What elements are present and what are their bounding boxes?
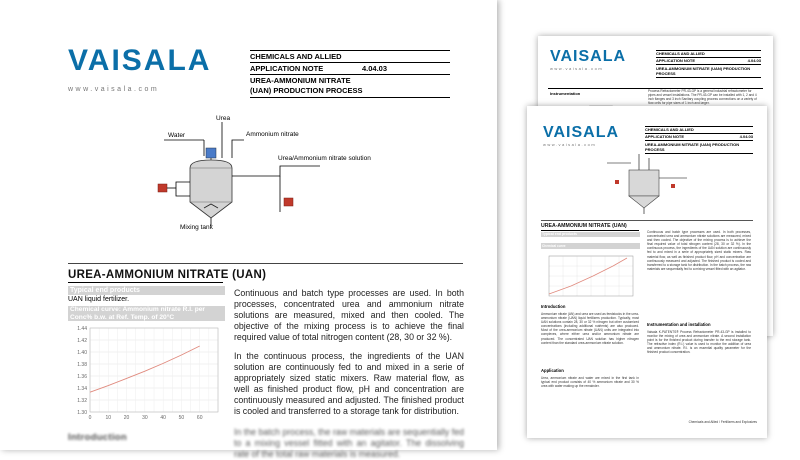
urea-label: Urea <box>216 115 231 122</box>
divider <box>68 263 463 264</box>
application-note-number: 4.04.03 <box>747 58 761 63</box>
vaisala-logo: VAISALA <box>550 48 627 65</box>
category-label: CHEMICALS AND ALLIED <box>656 51 705 56</box>
application-note-number: 4.04.03 <box>362 64 388 73</box>
introduction-heading: Introduction <box>68 432 128 443</box>
mixing-tank-label: Mixing tank <box>180 224 213 231</box>
water-label: Water <box>168 132 186 139</box>
divider <box>541 230 639 231</box>
typical-end-products-box: Typical end products <box>68 286 225 295</box>
x-tick-label: 20 <box>123 415 130 421</box>
instrumentation-label: Instrumentation <box>550 91 581 96</box>
introduction-text: Ammonium nitrate (AN) and urea are used as feedstocks in the urea-ammonium nitrate (UAN) liquid fertilizers production. Typically, most UAN solutions contain 28, 30 or 32 % nitrogen but other customized concentrations (including additional nutrients) are also produced. Most of the urea-ammonium nitrate (UAN) units are integrated into complexes, where either urea and/or ammonium nitrate are produced. The concentrated UAN solution has higher nitrogen content than the standard urea-ammonium nitrate solution. <box>541 312 639 345</box>
category-label: CHEMICALS AND ALLIED <box>645 127 694 132</box>
second-document-page <box>527 106 767 438</box>
application-text: Urea, ammonium nitrate and water are mixed in the first tank in typical end product consists of 40 % ammonium nitrate and 30 % urea with water making up the remainder. <box>541 376 639 389</box>
vaisala-logo: VAISALA <box>543 124 620 141</box>
application-heading: Application <box>541 368 564 373</box>
y-tick-label: 1.40 <box>77 350 87 356</box>
website-url: www.vaisala.com <box>68 86 160 93</box>
typical-end-products-value: UAN liquid fertilizer. <box>68 296 130 303</box>
solution-label: Urea/Ammonium nitrate solution <box>278 155 371 162</box>
category-label: CHEMICALS AND ALLIED <box>250 52 342 61</box>
refractometer-icon <box>284 198 293 206</box>
subject-label: UREA-AMMONIUM NITRATE (UAN) PRODUCTION PROCESS <box>250 76 363 95</box>
document-title: UREA-AMMONIUM NITRATE (UAN) <box>541 223 627 229</box>
chemical-curve-chart <box>68 322 224 422</box>
page-footer: Chemicals and Allied / Fertilizers and Explosives <box>688 420 757 424</box>
divider <box>68 282 223 283</box>
document-header-table <box>250 50 450 98</box>
x-tick-label: 50 <box>178 415 185 421</box>
ammonium-label: Ammonium nitrate <box>246 131 299 138</box>
y-tick-label: 1.42 <box>77 338 87 344</box>
vaisala-logo: VAISALA <box>68 44 212 77</box>
introduction-heading: Introduction <box>541 304 566 309</box>
y-tick-label: 1.44 <box>77 326 87 332</box>
application-note-label: APPLICATION NOTE <box>250 64 324 73</box>
instrumentation-text: Process Refractometer PR-43-GP is a general industrial refractometer for pipes and vessel installations. The PR-43-GP can be installed with 1, 2 and 4 inch flanges and 3 inch Sanitary coupling process connections on a variety of flow cells for pipe sizes of 1 inch and larger. <box>648 89 757 105</box>
mixing-tank-diagram <box>150 112 371 242</box>
process-paragraph-3: In the batch process, the raw materials are sequentially fed to a mixing vessel fitted with an agitator. The dissolving rate of the total raw materials is measured. <box>234 427 464 459</box>
typical-end-products-box: Typical end products <box>541 232 640 237</box>
x-tick-label: 60 <box>196 415 203 421</box>
instrumentation-text: Vaisala K-PATENTS® Process Refractometer PR-43-GP is installed to monitor the mixing of urea and ammonium nitrate. A second installation point is for the finished product during transfer to the end storage tank. The refractive index (R.I.) value is used to monitor the addition of urea and ammonium nitrate. R.I. is an essential quality parameter for the finished product concentration. <box>647 330 751 355</box>
chemical-curve-chart-small <box>541 252 639 300</box>
y-tick-label: 1.34 <box>77 386 87 392</box>
process-description-text: Continuous and batch type processes are used. In both processes, concentrated urea and ammonium nitrate solutions are measured, mixed and then cooled. The objective of the mixing process is to achieve the final required value of total nitrogen content (28, 30 or 32 %). In the continuous process, the ingredients of the UAN solution are continuously fed to and mixed in a serie of appropriately sized static mixers. Raw material flow, as well as finished product flow, pH and concentration are continuously measured and adjusted. The finished product is cooled and transferred to a storage tank for distribution. In the batch process, the raw materials are sequentially fed to a mixing vessel fitted with an agitator. <box>647 230 751 271</box>
y-tick-label: 1.30 <box>77 410 87 416</box>
refractometer-icon <box>158 184 167 192</box>
y-tick-label: 1.32 <box>77 398 87 404</box>
document-title: UREA-AMMONIUM NITRATE (UAN) <box>68 269 267 281</box>
x-tick-label: 30 <box>142 415 148 421</box>
process-paragraph-2: In the continuous process, the ingredients of the UAN solution are continuously fed to and mixed in a serie of appropriately sized static mixers. Raw material flow, as well as finished product flow, pH and concentration are continuously measured and adjusted. The finished product is cooled and transferred to a storage tank for distribution. <box>234 351 464 416</box>
x-tick-label: 0 <box>88 415 92 421</box>
application-note-label: APPLICATION NOTE <box>656 58 696 63</box>
x-tick-label: 40 <box>160 415 166 421</box>
subject-label: UREA-AMMONIUM NITRATE (UAN) PRODUCTION PROCESS <box>656 66 751 76</box>
application-note-number: 4.04.03 <box>739 134 753 139</box>
chemical-curve-box: Chemical curve <box>541 243 640 249</box>
x-tick-label: 10 <box>105 415 112 421</box>
y-tick-label: 1.36 <box>77 374 87 380</box>
subject-label: UREA-AMMONIUM NITRATE (UAN) PRODUCTION PROCESS <box>645 142 740 152</box>
application-note-label: APPLICATION NOTE <box>645 134 685 139</box>
document-header-table <box>656 50 761 78</box>
y-tick-label: 1.38 <box>77 362 87 368</box>
mixing-tank-diagram-small <box>587 150 707 218</box>
divider <box>541 220 753 221</box>
chemical-curve-box: Chemical curve: Ammonium nitrate R.I. per Conc% b.w. at Ref. Temp. of 20°C <box>68 306 225 321</box>
process-paragraph-1: Continuous and batch type processes are used. In both processes, concentrated urea and ammonium nitrate solutions are measured, mixed and then cooled. The objective of the mixing process is to achieve the final required value of total nitrogen content (28, 30 or 32 %). <box>234 288 464 342</box>
website-url: www.vaisala.com <box>543 142 597 147</box>
instrumentation-heading: Instrumentation and installation <box>647 322 711 327</box>
website-url: www.vaisala.com <box>550 66 604 71</box>
